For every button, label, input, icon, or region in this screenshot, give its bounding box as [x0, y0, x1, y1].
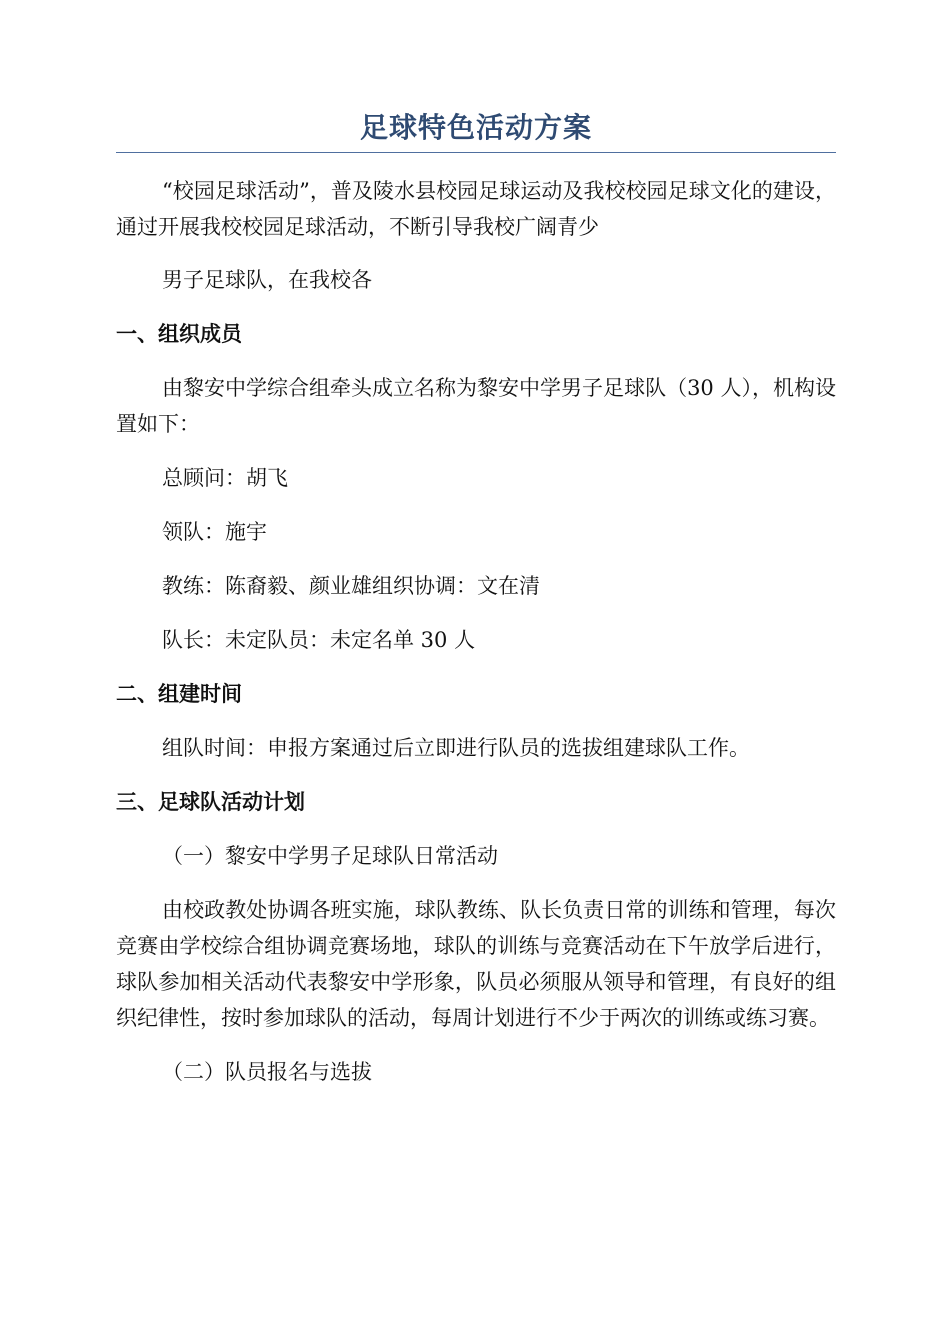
- document-page: [116, 108, 836, 1090]
- intro-paragraph-2: 男子足球队，在我校各: [162, 268, 372, 292]
- section-3-sub-1-body: 由校政教处协调各班实施，球队教练、队长负责日常的训练和管理，每次竞赛由学校综合组协调竞赛场地，球队的训练与竞赛活动在下午放学后进行，球队参加相关活动代表黎安中学形象，队员必须服从领导和管理，有良好的组织纪律性，按时参加球队的活动，每周计划进行不少于两次的训练或练习赛。: [116, 898, 836, 1030]
- section-1-heading: 一、组织成员: [116, 322, 242, 346]
- section-1-body: 由黎安中学综合组牵头成立名称为黎安中学男子足球队（30 人），机构设置如下：: [116, 376, 836, 436]
- member-item: 领队：施宇: [162, 520, 267, 544]
- member-item: 教练：陈裔毅、颜业雄组织协调：文在清: [162, 574, 540, 598]
- section-2-body: 组队时间：申报方案通过后立即进行队员的选拔组建球队工作。: [162, 736, 750, 760]
- section-3-subheading-1: （一）黎安中学男子足球队日常活动: [162, 844, 498, 868]
- section-2-heading: 二、组建时间: [116, 682, 242, 706]
- section-3-subheading-2: （二）队员报名与选拔: [162, 1060, 372, 1084]
- member-item: 总顾问：胡飞: [162, 466, 288, 490]
- intro-paragraph-1: “校园足球活动”，普及陵水县校园足球运动及我校校园足球文化的建设，通过开展我校校园足球活动，不断引导我校广阔青少: [116, 179, 836, 239]
- section-3-heading: 三、足球队活动计划: [116, 790, 305, 814]
- member-item: 队长：未定队员：未定名单 30 人: [162, 628, 476, 652]
- document-title: 足球特色活动方案: [116, 108, 836, 153]
